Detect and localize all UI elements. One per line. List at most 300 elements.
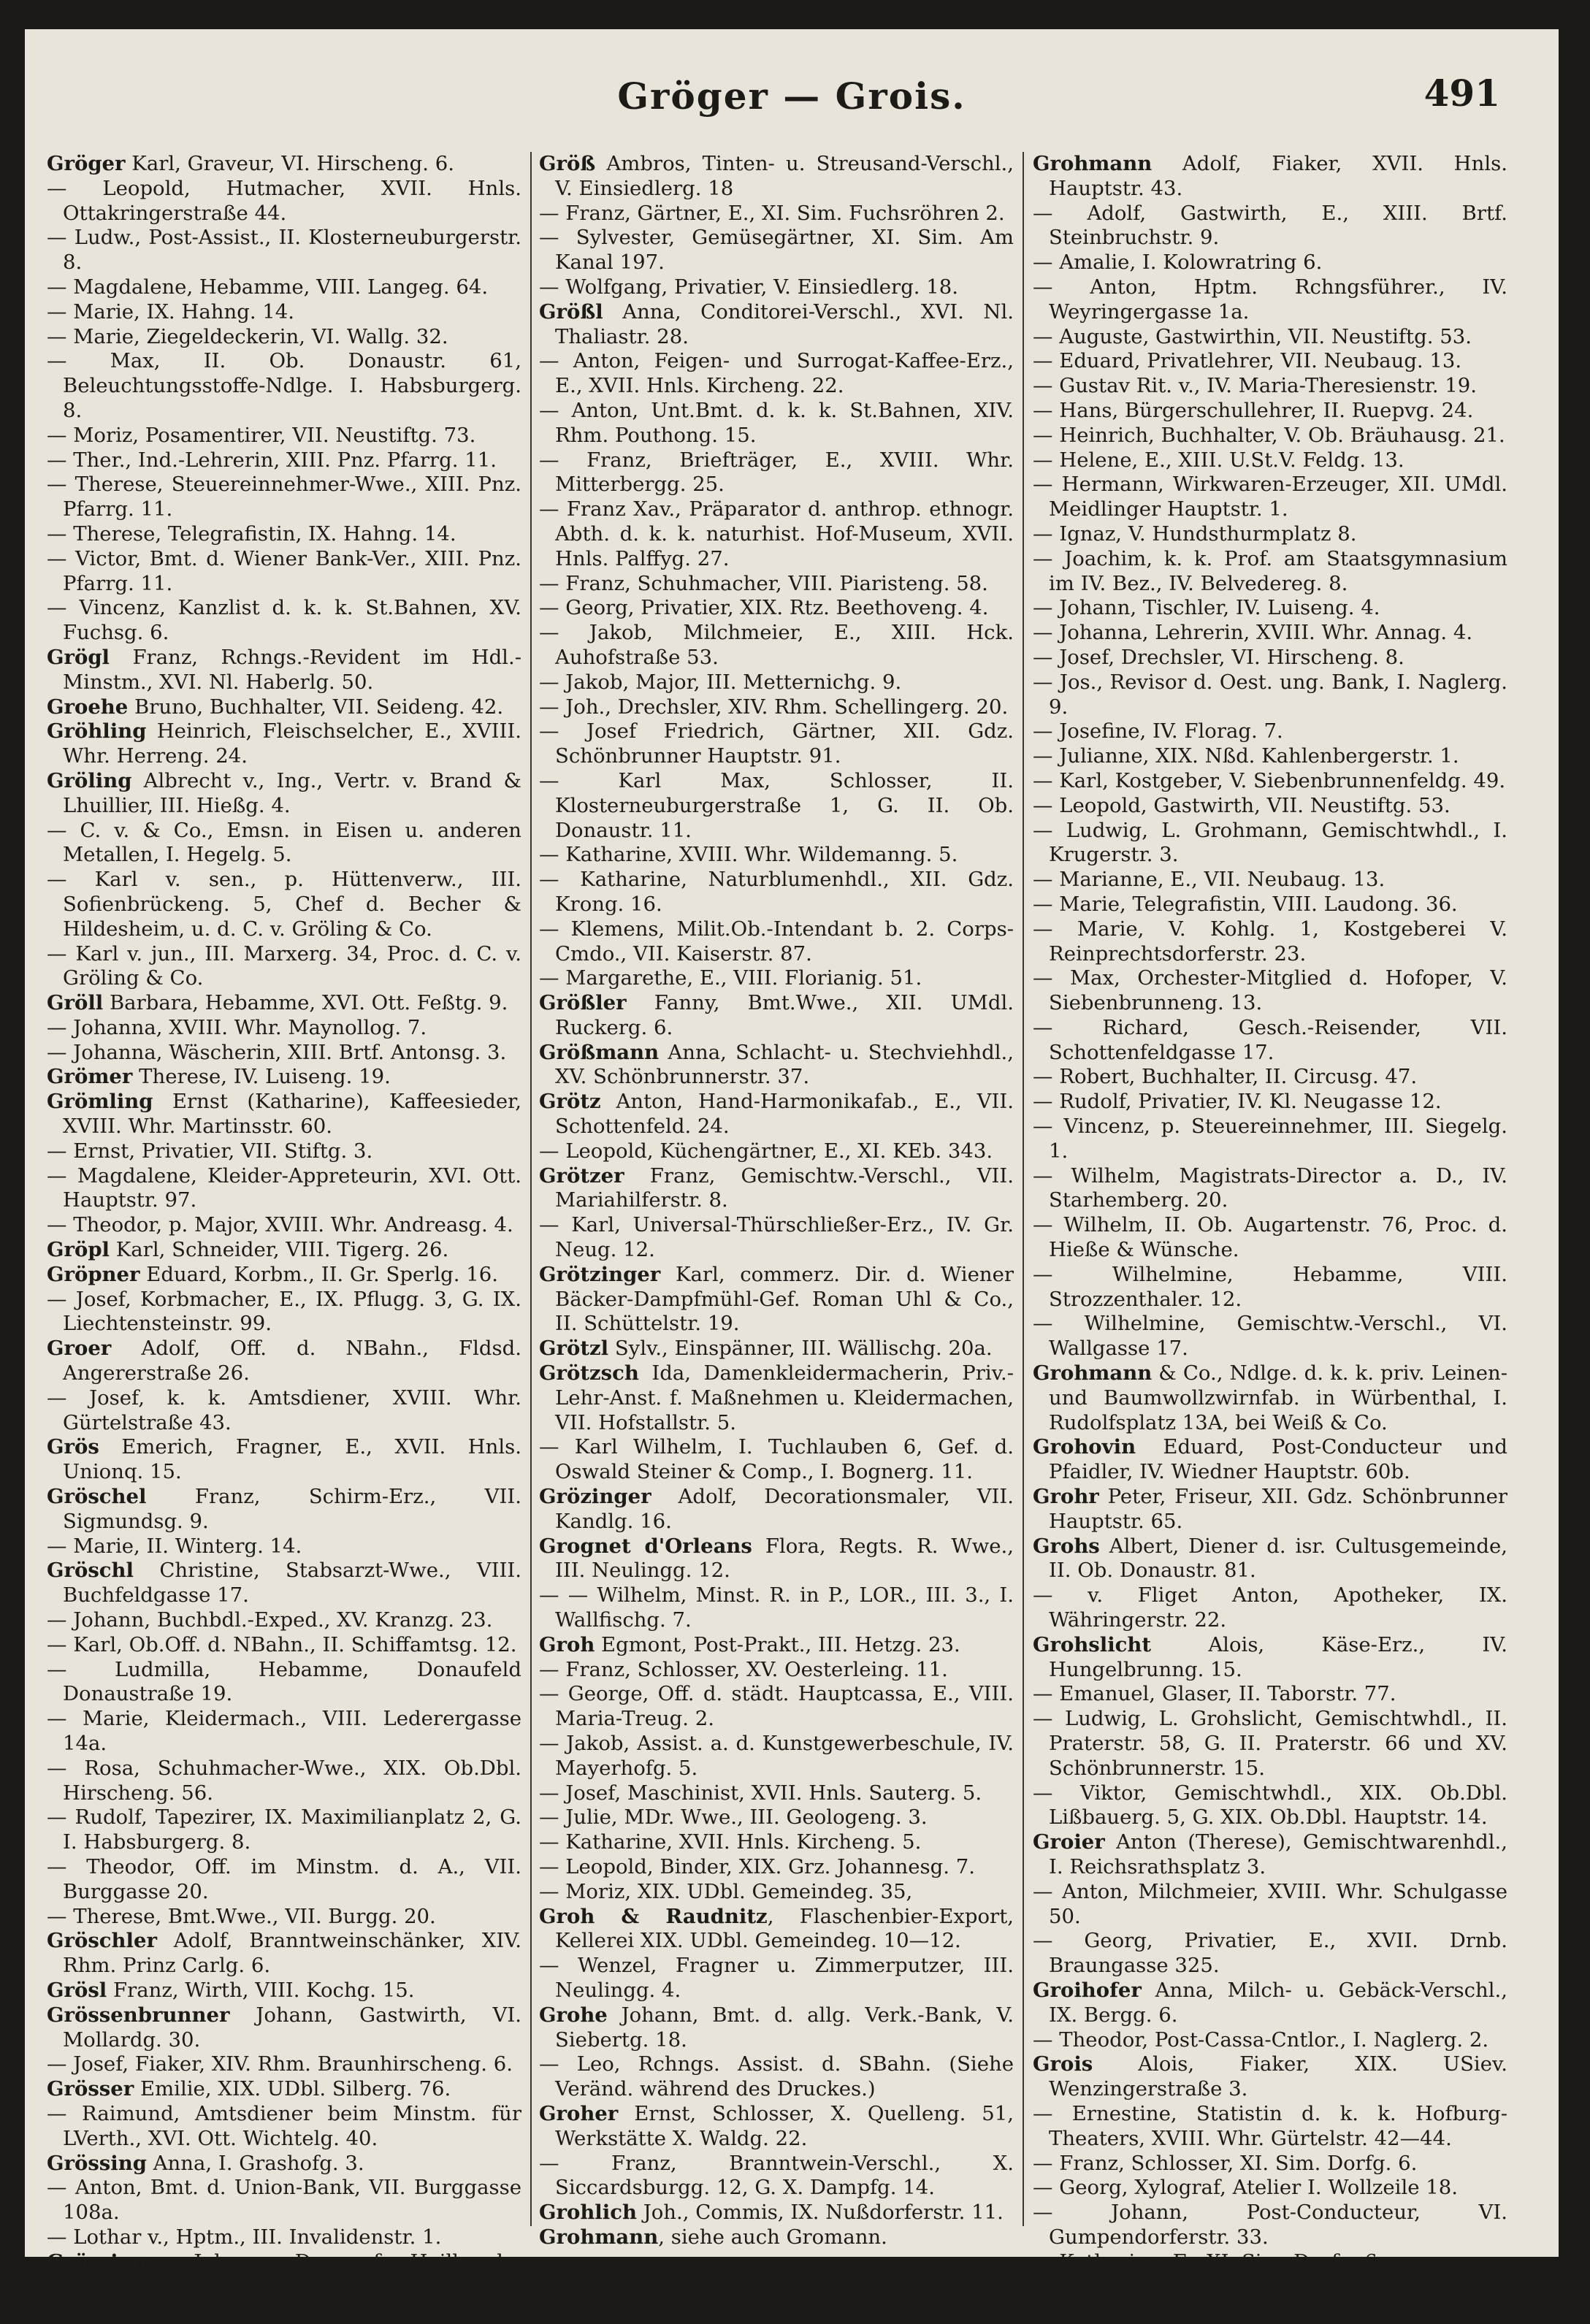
directory-entry [1033, 1485, 1507, 1534]
directory-entry [1033, 522, 1507, 547]
page-header [25, 29, 1559, 139]
directory-entry [1033, 2028, 1507, 2053]
entry-surname: Groehe [47, 695, 129, 719]
directory-entry [539, 2052, 1014, 2102]
directory-entry [47, 1905, 521, 1930]
directory-entry [1033, 2052, 1507, 2102]
entry-text: Sylv., Einspänner, III. Wällischg. 20a. [608, 1337, 993, 1361]
directory-entry [539, 1263, 1014, 1337]
entry-text: — Franz, Branntwein-Verschl., X. Siccardsburgg. 12, G. X. Dampfg. 14. [539, 2151, 1014, 2200]
directory-entry [1033, 1880, 1507, 1930]
directory-entry [47, 1288, 521, 1337]
entry-text: — Josef Friedrich, Gärtner, XII. Gdz. Schönbrunner Hauptstr. 91. [539, 719, 1014, 768]
entry-text: — C. v. & Co., Emsn. in Eisen u. anderen Metallen, I. Hegelg. 5. [47, 818, 521, 867]
entry-surname: Grömer [47, 1065, 133, 1089]
directory-entry [1033, 399, 1507, 424]
directory-entry [1033, 349, 1507, 374]
entry-surname: Grötzsch [539, 1361, 639, 1385]
directory-entry [1033, 670, 1507, 720]
entry-text: Johann, Dr. gef. Heilkunde, Regts. Arzt d. n. a. LWehr., XI. Sim. Hauptstr. 18 (12—2). [63, 2250, 521, 2323]
directory-entry [539, 300, 1014, 350]
entry-text: Alois, Käse-Erz., IV. Hungelbrunng. 15. [1049, 1632, 1507, 1681]
entry-text: — Johann, Tischler, IV. Luiseng. 4. [1033, 596, 1380, 620]
entry-text: Anton (Therese), Gemischtwarenhdl., I. Reichsrathsplatz 3. [1049, 1830, 1507, 1878]
entry-text: Bruno, Buchhalter, VII. Seideng. 42. [128, 695, 504, 719]
entry-text: — Josef, Korbmacher, E., IX. Pflugg. 3, G. IX. Liechtensteinstr. 99. [47, 1287, 521, 1336]
directory-entry [539, 448, 1014, 498]
directory-entry [47, 2102, 521, 2152]
directory-entry [47, 152, 521, 177]
entry-text: — Wilhelmine, Gemischtw.-Verschl., VI. Wallgasse 17. [1033, 1312, 1507, 1361]
entry-text: Eduard, Korbm., II. Gr. Sperlg. 16. [139, 1262, 498, 1286]
entry-text: — Rudolf, Tapezirer, IX. Maximilianplatz 2, G. I. Habsburgerg. 8. [47, 1805, 521, 1854]
entry-text: — Josefine, IV. Florag. 7. [1033, 719, 1283, 744]
directory-entry [539, 917, 1014, 967]
entry-text: Emilie, XIX. UDbl. Silberg. 76. [134, 2077, 451, 2101]
entry-text: — Karl v. sen., p. Hüttenverw., III. Sofienbrückeng. 5, Chef d. Becher & Hildesheim, u. d. C. v. Gröling & Co. [47, 868, 521, 941]
entry-text: — Raimund, Amtsdiener beim Minstm. für LVerth., XVI. Ott. Wichtelg. 40. [47, 2101, 521, 2150]
entry-surname: Grötzer [539, 1163, 624, 1188]
directory-entry [539, 1534, 1014, 1584]
entry-text: — Wenzel, Fragner u. Zimmerputzer, III. Neulingg. 4. [539, 1954, 1014, 2002]
entry-text: — Heinrich, Buchhalter, V. Ob. Bräuhausg. 21. [1033, 423, 1505, 447]
entry-text: — v. Fliget Anton, Apotheker, IX. Währingerstr. 22. [1033, 1583, 1507, 1632]
entry-text: — Ernestine, Statistin d. k. k. Hofburg-Theaters, XVIII. Whr. Gürtelstr. 42—44. [1033, 2101, 1507, 2150]
directory-entry [47, 1559, 521, 1608]
entry-text: — Therese, Telegrafistin, IX. Hahng. 14. [47, 521, 456, 546]
directory-entry [539, 1682, 1014, 1732]
entry-text: — Leo, Rchngs. Assist. d. SBahn. (Siehe Veränd. während des Druckes.) [539, 2052, 1014, 2101]
directory-entry [1033, 275, 1507, 325]
directory-entry [47, 719, 521, 769]
entry-text: — Amalie, I. Kolowratring 6. [1033, 251, 1323, 275]
entry-text: Anna, I. Grashofg. 3. [146, 2151, 364, 2175]
entry-text: Franz, Wirth, VIII. Kochg. 15. [107, 1978, 415, 2002]
directory-entry [539, 1954, 1014, 2003]
entry-text: — Margarethe, E., VIII. Florianig. 51. [539, 966, 922, 990]
directory-entry [1033, 448, 1507, 473]
directory-entry [47, 226, 521, 275]
directory-entry [47, 473, 521, 522]
entry-text: — Anton, Bmt. d. Union-Bank, VII. Burggasse 108a. [47, 2176, 521, 2225]
directory-page [25, 29, 1559, 2323]
entry-surname: Groh & Raudnitz [539, 1904, 768, 1928]
directory-entry [1033, 2201, 1507, 2250]
entry-text: — Wilhelmine, Hebamme, VIII. Strozzenthaler. 12. [1033, 1262, 1507, 1311]
directory-entry [1033, 819, 1507, 868]
entry-text: — Theodor, p. Major, XVIII. Whr. Andreasg. 4. [47, 1213, 513, 1237]
column-2 [539, 152, 1014, 2249]
directory-entry [1033, 152, 1507, 202]
directory-entry [539, 621, 1014, 670]
directory-entry [539, 1855, 1014, 1880]
directory-entry [539, 769, 1014, 843]
entry-surname: Gröschler [47, 1929, 157, 1953]
entry-surname: Groier [1033, 1830, 1105, 1854]
entry-text: — Wilhelm, Magistrats-Director a. D., IV. Starhemberg. 20. [1033, 1163, 1507, 1212]
directory-entry [47, 2250, 521, 2324]
entry-text: — Ther., Ind.-Lehrerin, XIII. Pnz. Pfarrg. 11. [47, 448, 497, 472]
directory-entry [47, 300, 521, 325]
directory-entry [1033, 1312, 1507, 1361]
directory-entry [539, 1658, 1014, 1683]
directory-entry [47, 942, 521, 992]
entry-text: — Jakob, Major, III. Metternichg. 9. [539, 670, 902, 694]
entry-text: — Auguste, Gastwirthin, VII. Neustiftg. 53. [1033, 324, 1472, 348]
entry-text: — Eduard, Privatlehrer, VII. Neubaug. 13. [1033, 349, 1462, 373]
directory-entry [47, 177, 521, 226]
entry-text: — Josef, Drechsler, VI. Hirscheng. 8. [1033, 645, 1404, 669]
entry-text: — George, Off. d. städt. Hauptcassa, E., VIII. Maria-Treug. 2. [539, 1682, 1014, 1731]
entry-text: — Katharine, XVII. Hnls. Kircheng. 5. [539, 1830, 922, 1854]
entry-text: Adolf, Decorationsmaler, VII. Kandlg. 16. [555, 1485, 1014, 1533]
directory-entry [47, 1929, 521, 1979]
entry-text: — Franz, Briefträger, E., XVIII. Whr. Mitterbergg. 25. [539, 448, 1014, 497]
directory-entry [539, 1633, 1014, 1658]
entry-text: — Marie, Kleidermach., VIII. Lederergasse 14a. [47, 1707, 521, 1755]
directory-entry [539, 2152, 1014, 2201]
entry-text: Franz, Gemischtw.-Verschl., VII. Mariahilferstr. 8. [555, 1163, 1014, 1212]
entry-surname: Grognet d'Orleans [539, 1534, 752, 1558]
entry-surname: Grohs [1033, 1534, 1100, 1558]
directory-entry [1033, 769, 1507, 794]
entry-text: — Georg, Privatier, XIX. Rtz. Beethoveng. 4. [539, 596, 989, 620]
column-1 [47, 152, 521, 2323]
entry-text: — Ernst, Privatier, VII. Stiftg. 3. [47, 1139, 373, 1163]
directory-entry [47, 2077, 521, 2102]
directory-entry [47, 1435, 521, 1485]
directory-entry [1033, 473, 1507, 522]
directory-entry [539, 670, 1014, 695]
directory-entry [47, 1213, 521, 1238]
directory-entry [539, 1485, 1014, 1534]
entry-text: — Julie, MDr. Wwe., III. Geologeng. 3. [539, 1805, 928, 1830]
entry-text: — — Wilhelm, Minst. R. in P., LOR., III. 3., I. Wallfischg. 7. [539, 1583, 1014, 1632]
directory-entry [47, 1263, 521, 1288]
directory-entry [1033, 868, 1507, 892]
entry-text: — Ignaz, V. Hundsthurmplatz 8. [1033, 521, 1357, 546]
directory-entry [539, 719, 1014, 769]
directory-entry [47, 868, 521, 941]
directory-entry [47, 2176, 521, 2225]
entry-surname: Grohslicht [1033, 1632, 1152, 1656]
directory-entry [47, 1485, 521, 1534]
entry-surname: Größl [539, 299, 603, 324]
directory-entry [539, 1337, 1014, 1361]
directory-entry [47, 1534, 521, 1559]
entry-text: — Vincenz, p. Steuereinnehmer, III. Siegelg. 1. [1033, 1115, 1507, 1163]
directory-entry [1033, 892, 1507, 917]
entry-text: — Karl, Ob.Off. d. NBahn., II. Schiffamtsg. 12. [47, 1632, 517, 1656]
entry-text: Johann, Gastwirth, VI. Mollardg. 30. [63, 2003, 521, 2052]
directory-entry [1033, 2250, 1507, 2275]
entry-text: — Jos., Revisor d. Oest. ung. Bank, I. Naglerg. 9. [1033, 670, 1507, 719]
directory-entry [1033, 1707, 1507, 1781]
entry-surname: Grözinger [539, 1485, 651, 1509]
directory-entry [47, 522, 521, 547]
entry-text: — Wilhelm, II. Ob. Augartenstr. 76, Proc. d. Hieße & Wünsche. [1033, 1213, 1507, 1262]
directory-entry [1033, 596, 1507, 621]
entry-text: — Leopold, Hutmacher, XVII. Hnls. Ottakringerstraße 44. [47, 176, 521, 225]
entry-text: — Franz, Schuhmacher, VIII. Piaristeng. 58. [539, 571, 988, 595]
directory-entry [539, 202, 1014, 226]
entry-text: — Lothar v., Hptm., III. Invalidenstr. 1. [47, 2225, 442, 2249]
directory-entry [1033, 646, 1507, 670]
directory-entry [539, 868, 1014, 917]
entry-text: Alois, Fiaker, XIX. USiev. Wenzingerstraße 3. [1049, 2052, 1507, 2101]
entry-text: — Vincenz, Kanzlist d. k. k. St.Bahnen, XV. Fuchsg. 6. [47, 596, 521, 645]
entry-text: Anna, Schlacht- u. Stechviehhdl., XV. Schönbrunnerstr. 37. [555, 1040, 1014, 1089]
entry-text: — Franz, Gärtner, E., XI. Sim. Fuchsröhren 2. [539, 201, 1005, 225]
entry-text: — Theodor, Post-Cassa-Cntlor., I. Naglerg. 2. [1033, 2027, 1489, 2052]
entry-surname: Grohmann [1033, 1361, 1153, 1385]
directory-entry [1033, 202, 1507, 251]
entry-text: — Anton, Unt.Bmt. d. k. k. St.Bahnen, XIV. Rhm. Pouthong. 15. [539, 398, 1014, 447]
entry-surname: Grösser [47, 2077, 134, 2101]
entry-text: — Max, II. Ob. Donaustr. 61, Beleuchtungsstoffe-Ndlge. I. Habsburgerg. 8. [47, 349, 521, 422]
entry-text: Adolf, Branntweinschänker, XIV. Rhm. Prinz Carlg. 6. [63, 1929, 521, 1978]
directory-entry [47, 1090, 521, 1139]
directory-entry [47, 448, 521, 473]
directory-entry [539, 1041, 1014, 1090]
directory-entry [47, 1707, 521, 1757]
directory-entry [1033, 966, 1507, 1016]
entry-surname: Grössing [47, 2151, 147, 2175]
entry-text: Egmont, Post-Prakt., III. Hetzg. 23. [595, 1632, 960, 1656]
entry-text: — Anton, Milchmeier, XVIII. Whr. Schulgasse 50. [1033, 1879, 1507, 1928]
directory-entry [47, 1041, 521, 1066]
entry-text: — Marie, V. Kohlg. 1, Kostgeberei V. Reinprechtsdorferstr. 23. [1033, 917, 1507, 966]
directory-entry [1033, 1435, 1507, 1485]
entry-text: — Georg, Xylograf, Atelier I. Wollzeile 18. [1033, 2176, 1459, 2200]
directory-entry [1033, 794, 1507, 819]
directory-entry [539, 1905, 1014, 1954]
directory-entry [47, 1386, 521, 1436]
directory-entry [1033, 2152, 1507, 2176]
directory-entry [1033, 1979, 1507, 2028]
directory-entry [1033, 1164, 1507, 1214]
directory-entry [1033, 1534, 1507, 1584]
directory-entry [539, 275, 1014, 300]
directory-entry [539, 1361, 1014, 1435]
entry-text: Johann, Bmt. d. allg. Verk.-Bank, V. Siebertg. 18. [555, 2003, 1014, 2052]
directory-entry [47, 819, 521, 868]
entry-surname: Grohmann [539, 2225, 659, 2249]
entry-text: — Rudolf, Privatier, IV. Kl. Neugasse 12. [1033, 1090, 1442, 1114]
directory-entry [47, 1164, 521, 1214]
entry-text: Ernst, Schlosser, X. Quelleng. 51, Werkstätte X. Waldg. 22. [555, 2101, 1014, 2150]
entry-text: — Klemens, Milit.Ob.-Intendant b. 2. Corps-Cmdo., VII. Kaiserstr. 87. [539, 917, 1014, 966]
directory-entry [1033, 374, 1507, 399]
entry-text: Emerich, Fragner, E., XVII. Hnls. Unionq. 15. [63, 1435, 521, 1484]
entry-text: — Marie, IX. Hahng. 14. [47, 299, 295, 324]
directory-entry [539, 1781, 1014, 1806]
entry-text: Fanny, Bmt.Wwe., XII. UMdl. Ruckerg. 6. [555, 991, 1014, 1039]
entry-text: — Johanna, Wäscherin, XIII. Brtf. Antonsg. 3. [47, 1040, 507, 1064]
directory-entry [1033, 1830, 1507, 1880]
directory-entry [539, 991, 1014, 1041]
entry-text: — Gustav Rit. v., IV. Maria-Theresienstr. 19. [1033, 374, 1478, 398]
entry-text: — Karl Max, Schlosser, II. Klosterneuburgerstraße 1, G. II. Ob. Donaustr. 11. [539, 768, 1014, 842]
directory-entry [47, 1065, 521, 1090]
directory-entry [47, 547, 521, 597]
directory-entry [1033, 1065, 1507, 1090]
directory-entry [1033, 1633, 1507, 1683]
entry-text: — Franz, Schlosser, XI. Sim. Dorfg. 6. [1033, 2151, 1418, 2175]
directory-entry [47, 1139, 521, 1164]
directory-entry [539, 1090, 1014, 1139]
entry-text: — Ludwig, L. Grohslicht, Gemischtwhdl., II. Praterstr. 58, G. II. Praterstr. 66 und XV. Schönbrunnerstr. 15. [1033, 1707, 1507, 1780]
entry-text: — Leopold, Küchengärtner, E., XI. KEb. 343. [539, 1139, 993, 1163]
entry-text: — Helene, E., XIII. U.St.V. Feldg. 13. [1033, 448, 1404, 472]
entry-surname: Grohlich [539, 2201, 637, 2225]
entry-text: — Jakob, Assist. a. d. Kunstgewerbeschule, IV. Mayerhofg. 5. [539, 1732, 1014, 1780]
directory-entry [539, 1732, 1014, 1781]
entry-surname: Gröger [47, 152, 126, 175]
directory-entry [1033, 744, 1507, 769]
directory-entry [1033, 1781, 1507, 1831]
directory-entry [539, 152, 1014, 202]
entry-text: Karl, Schneider, VIII. Tigerg. 26. [110, 1238, 449, 1262]
entry-text: Albert, Diener d. isr. Cultusgemeinde, II. Ob. Donaustr. 81. [1049, 1534, 1507, 1583]
directory-entry [47, 1608, 521, 1633]
directory-entry [47, 695, 521, 720]
directory-entry [47, 325, 521, 350]
entry-text: Karl, commerz. Dir. d. Wiener Bäcker-Dampfmühl-Gef. Roman Uhl & Co., II. Schüttelstr. 19. [555, 1262, 1014, 1336]
entry-surname: Gröpl [47, 1238, 110, 1262]
entry-text: — Josef, k. k. Amtsdiener, XVIII. Whr. Gürtelstraße 43. [47, 1385, 521, 1434]
directory-entry [47, 1238, 521, 1263]
entry-text: — Karl Wilhelm, I. Tuchlauben 6, Gef. d. Oswald Steiner & Comp., I. Bognerg. 11. [539, 1435, 1014, 1484]
entry-text: Anna, Conditorei-Verschl., XVI. Nl. Thaliastr. 28. [555, 299, 1014, 348]
directory-entry [539, 1139, 1014, 1164]
directory-entry [539, 1164, 1014, 1214]
entry-surname: Grös [47, 1435, 99, 1459]
directory-entry [1033, 621, 1507, 646]
directory-entry [1033, 1016, 1507, 1066]
directory-entry [47, 1658, 521, 1708]
directory-entry [539, 1435, 1014, 1485]
entry-text: — Victor, Bmt. d. Wiener Bank-Ver., XIII. Pnz. Pfarrg. 11. [47, 546, 521, 595]
entry-text: Flora, Regts. R. Wwe., III. Neulingg. 12. [555, 1534, 1014, 1583]
directory-entry [47, 1979, 521, 2003]
directory-entry [47, 1855, 521, 1905]
directory-entry [47, 2003, 521, 2053]
entry-surname: Grösl [47, 1978, 107, 2002]
entry-text: , siehe auch Gromann. [658, 2225, 887, 2249]
entry-surname: Groher [539, 2101, 619, 2125]
entry-surname: Grohr [1033, 1485, 1099, 1509]
entry-text: Barbara, Hebamme, XVI. Ott. Feßtg. 9. [103, 991, 508, 1015]
entry-text: — Therese, Bmt.Wwe., VII. Burgg. 20. [47, 1904, 436, 1928]
entry-text: Anton, Hand-Harmonikafab., E., VII. Schottenfeld. 24. [555, 1090, 1014, 1139]
directory-entry [47, 2052, 521, 2077]
directory-entry [47, 769, 521, 819]
entry-surname: Gröling [47, 768, 132, 792]
entry-text: — Robert, Buchhalter, II. Circusg. 47. [1033, 1065, 1418, 1089]
entry-text: — Georg, Privatier, E., XVII. Drnb. Braungasse 325. [1033, 1929, 1507, 1978]
entry-text: Franz, Schirm-Erz., VII. Sigmundsg. 9. [63, 1485, 521, 1533]
entry-surname: Grohe [539, 2003, 608, 2027]
entry-text: Karl, Graveur, VI. Hirscheng. 6. [125, 152, 454, 175]
entry-text: — Jakob, Milchmeier, E., XIII. Hck. Auhofstraße 53. [539, 621, 1014, 669]
entry-surname: Gröschl [47, 1559, 134, 1583]
directory-entry [539, 1583, 1014, 1633]
entry-surname: Grössinger [47, 2250, 170, 2274]
entry-text: — Marie, Telegrafistin, VIII. Laudong. 36. [1033, 892, 1458, 916]
directory-entry [539, 596, 1014, 621]
directory-entry [1033, 1263, 1507, 1312]
directory-entry [1033, 1929, 1507, 1979]
directory-entry [47, 1805, 521, 1855]
entry-text: — Hermann, Wirkwaren-Erzeuger, XII. UMdl. Meidlinger Hauptstr. 1. [1033, 473, 1507, 521]
directory-entry [1033, 1115, 1507, 1164]
entry-text: — Josef, Maschinist, XVII. Hnls. Sauterg. 5. [539, 1781, 982, 1805]
entry-text: — Ludwig, L. Grohmann, Gemischtwhdl., I. Krugerstr. 3. [1033, 818, 1507, 867]
entry-text: — Anton, Feigen- und Surrogat-Kaffee-Erz., E., XVII. Hnls. Kircheng. 22. [539, 349, 1014, 398]
directory-entry [539, 399, 1014, 448]
directory-entry [1033, 547, 1507, 597]
directory-entry [539, 1880, 1014, 1905]
entry-text: — Johanna, Lehrerin, XVIII. Whr. Annag. 4. [1033, 621, 1473, 645]
directory-entry [47, 2225, 521, 2250]
entry-surname: Grohmann [1033, 152, 1153, 175]
entry-surname: Groihofer [1033, 1978, 1142, 2002]
directory-entry [47, 1633, 521, 1658]
entry-text: Ernst (Katharine), Kaffeesieder, XVIII. Whr. Martinsstr. 60. [63, 1090, 521, 1139]
page-title: Gröger — Grois. [617, 74, 966, 118]
directory-entry [47, 1016, 521, 1041]
entry-text: — Franz Xav., Präparator d. anthrop. ethnogr. Abth. d. k. k. naturhist. Hof-Museum, XVII. Hnls. Palffyg. 27. [539, 497, 1014, 570]
directory-entry [539, 2102, 1014, 2152]
entry-text: — Katharine, Naturblumenhdl., XII. Gdz. Krong. 16. [539, 868, 1014, 916]
directory-entry [539, 349, 1014, 399]
directory-entry [1033, 917, 1507, 967]
directory-entry [539, 226, 1014, 275]
directory-entry [539, 572, 1014, 597]
entry-text: — Wolfgang, Privatier, V. Einsiedlerg. 18. [539, 275, 959, 299]
entry-text: — Johann, Buchbdl.-Exped., XV. Kranzg. 23. [47, 1608, 493, 1632]
entry-text: — Joachim, k. k. Prof. am Staatsgymnasium im IV. Bez., IV. Belvedereg. 8. [1033, 546, 1507, 595]
directory-entry [47, 991, 521, 1016]
entry-surname: Größmann [539, 1040, 660, 1064]
directory-entry [47, 424, 521, 448]
entry-text: — Viktor, Gemischtwhdl., XIX. Ob.Dbl. Lißbauerg. 5, G. XIX. Ob.Dbl. Hauptstr. 14. [1033, 1781, 1507, 1830]
directory-entry [539, 497, 1014, 571]
entry-text: Adolf, Off. d. NBahn., Fldsd. Angererstraße 26. [63, 1337, 521, 1385]
entry-text: — Katharine, E., XI. Sim. Dorfg. 6. [1033, 2250, 1384, 2274]
directory-entry [1033, 1682, 1507, 1707]
entry-text: — Moriz, XIX. UDbl. Gemeindeg. 35, [539, 1879, 913, 1903]
entry-surname: Grötzl [539, 1337, 609, 1361]
entry-text: — Magdalene, Hebamme, VIII. Langeg. 64. [47, 275, 489, 299]
entry-text: — Therese, Steuereinnehmer-Wwe., XIII. Pnz. Pfarrg. 11. [47, 473, 521, 521]
entry-surname: Gröpner [47, 1262, 140, 1286]
entry-surname: Grömling [47, 1090, 153, 1114]
directory-entry [47, 596, 521, 646]
entry-text: — Julianne, XIX. Nßd. Kahlenbergerstr. 1. [1033, 744, 1459, 768]
directory-entry [47, 349, 521, 423]
entry-text: Christine, Stabsarzt-Wwe., VIII. Buchfeldgasse 17. [63, 1559, 521, 1608]
directory-entry [1033, 1583, 1507, 1633]
entry-text: — Magdalene, Kleider-Appreteurin, XVI. Ott. Hauptstr. 97. [47, 1163, 521, 1212]
entry-surname: Gröschel [47, 1485, 147, 1509]
entry-text: Ida, Damenkleidermacherin, Priv.-Lehr-Anst. f. Maßnehmen u. Kleidermachen, VII. Hofstallstr. 5. [555, 1361, 1014, 1434]
directory-entry [47, 1757, 521, 1806]
entry-surname: Gröll [47, 991, 104, 1015]
entry-text: — Anton, Hptm. Rchngsführer., IV. Weyringergasse 1a. [1033, 275, 1507, 324]
entry-text: Ambros, Tinten- u. Streusand-Verschl., V. Einsiedlerg. 18 [555, 152, 1014, 200]
